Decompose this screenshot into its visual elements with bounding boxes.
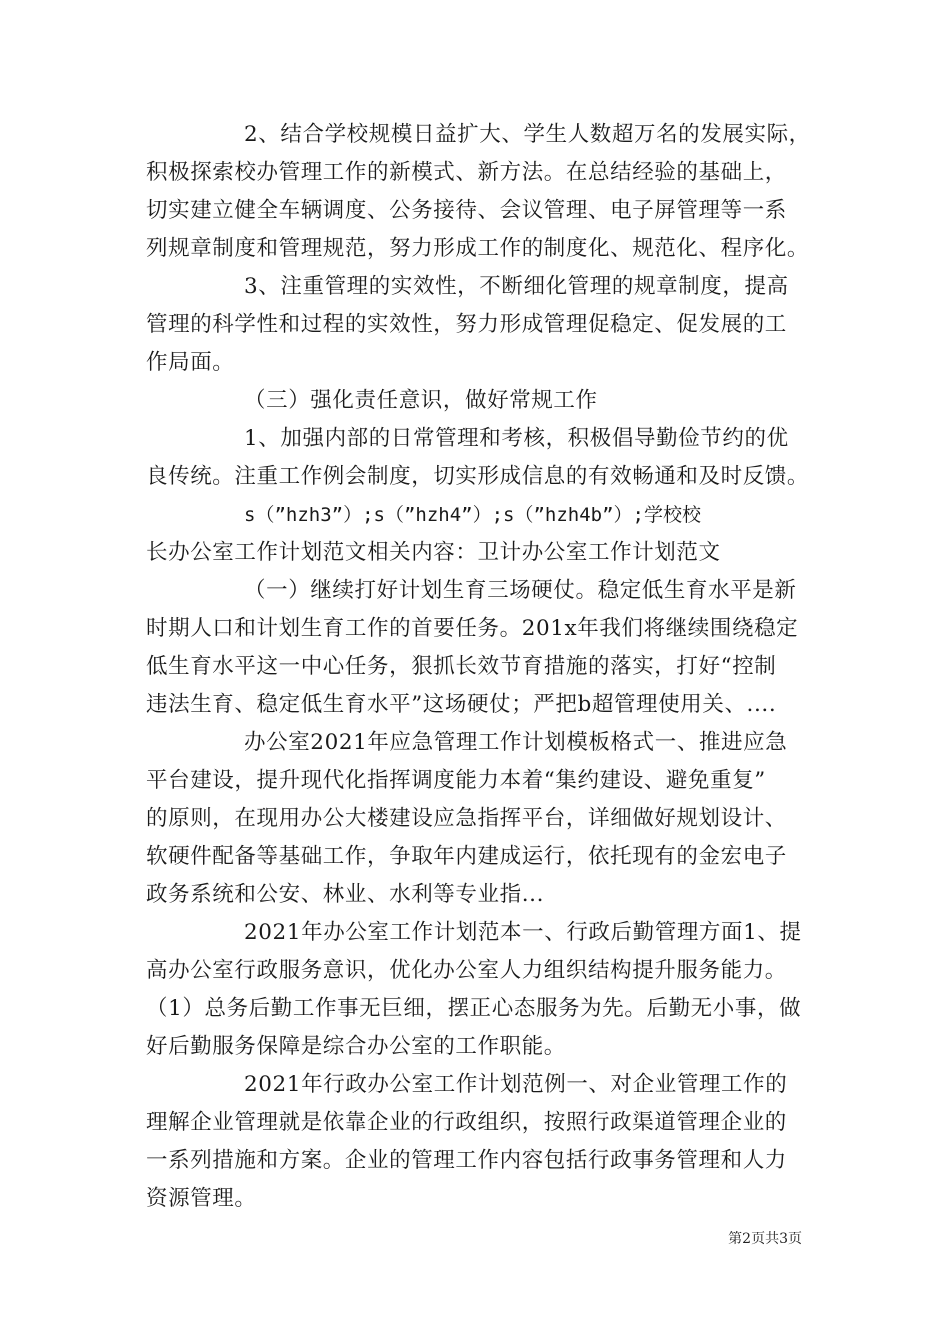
text-line: 违法生育、稳定低生育水平”这场硬仗；严把b超管理使用关、.... <box>146 692 777 717</box>
text-line: 良传统。注重工作例会制度，切实形成信息的有效畅通和及时反馈。 <box>146 464 810 489</box>
text-line: 办公室2021年应急管理工作计划模板格式一、推进应急 <box>244 730 788 755</box>
text-line: 理解企业管理就是依靠企业的行政组织，按照行政渠道管理企业的 <box>146 1110 787 1135</box>
text-line: 积极探索校办管理工作的新模式、新方法。在总结经验的基础上， <box>146 160 787 185</box>
text-line: 3、注重管理的实效性，不断细化管理的规章制度，提高 <box>244 274 789 299</box>
text-line: 列规章制度和管理规范，努力形成工作的制度化、规范化、程序化。 <box>146 236 810 261</box>
text-line: 2、结合学校规模日益扩大、学生人数超万名的发展实际， <box>244 122 811 147</box>
text-line: 长办公室工作计划范文相关内容：卫计办公室工作计划范文 <box>146 540 721 565</box>
text-line: 好后勤服务保障是综合办公室的工作职能。 <box>146 1034 566 1059</box>
text-line: 的原则，在现用办公大楼建设应急指挥平台，详细做好规划设计、 <box>146 806 787 831</box>
text-line: 时期人口和计划生育工作的首要任务。201x年我们将继续围绕稳定 <box>146 616 799 641</box>
text-line: s（”hzh3”）;s（”hzh4”）;s（”hzh4b”）;学校校 <box>244 504 701 526</box>
text-line: 平台建设，提升现代化指挥调度能力本着“集约建设、避免重复” <box>146 768 766 793</box>
text-line: 软硬件配备等基础工作，争取年内建成运行，依托现有的金宏电子 <box>146 844 787 869</box>
text-line: （三）强化责任意识，做好常规工作 <box>244 388 598 413</box>
text-line: 作局面。 <box>146 350 235 375</box>
document-body <box>146 116 810 1218</box>
text-line: 1、加强内部的日常管理和考核，积极倡导勤俭节约的优 <box>244 426 789 451</box>
text-line: 管理的科学性和过程的实效性，努力形成管理促稳定、促发展的工 <box>146 312 787 337</box>
text-line: 低生育水平这一中心任务，狠抓长效节育措施的落实，打好“控制 <box>146 654 777 679</box>
text-line: 2021年办公室工作计划范本一、行政后勤管理方面1、提 <box>244 920 802 945</box>
text-line: 一系列措施和方案。企业的管理工作内容包括行政事务管理和人力 <box>146 1148 787 1173</box>
text-line: （1）总务后勤工作事无巨细，摆正心态服务为先。后勤无小事，做 <box>146 996 802 1021</box>
text-line: 高办公室行政服务意识，优化办公室人力组织结构提升服务能力。 <box>146 958 787 983</box>
page-number: 第2页共3页 <box>728 1231 802 1247</box>
text-line: （一）继续打好计划生育三场硬仗。稳定低生育水平是新 <box>244 578 797 603</box>
text-line: 资源管理。 <box>146 1186 257 1211</box>
text-line: 切实建立健全车辆调度、公务接待、会议管理、电子屏管理等一系 <box>146 198 787 223</box>
text-line: 政务系统和公安、林业、水利等专业指... <box>146 882 545 907</box>
text-line: 2021年行政办公室工作计划范例一、对企业管理工作的 <box>244 1072 788 1097</box>
